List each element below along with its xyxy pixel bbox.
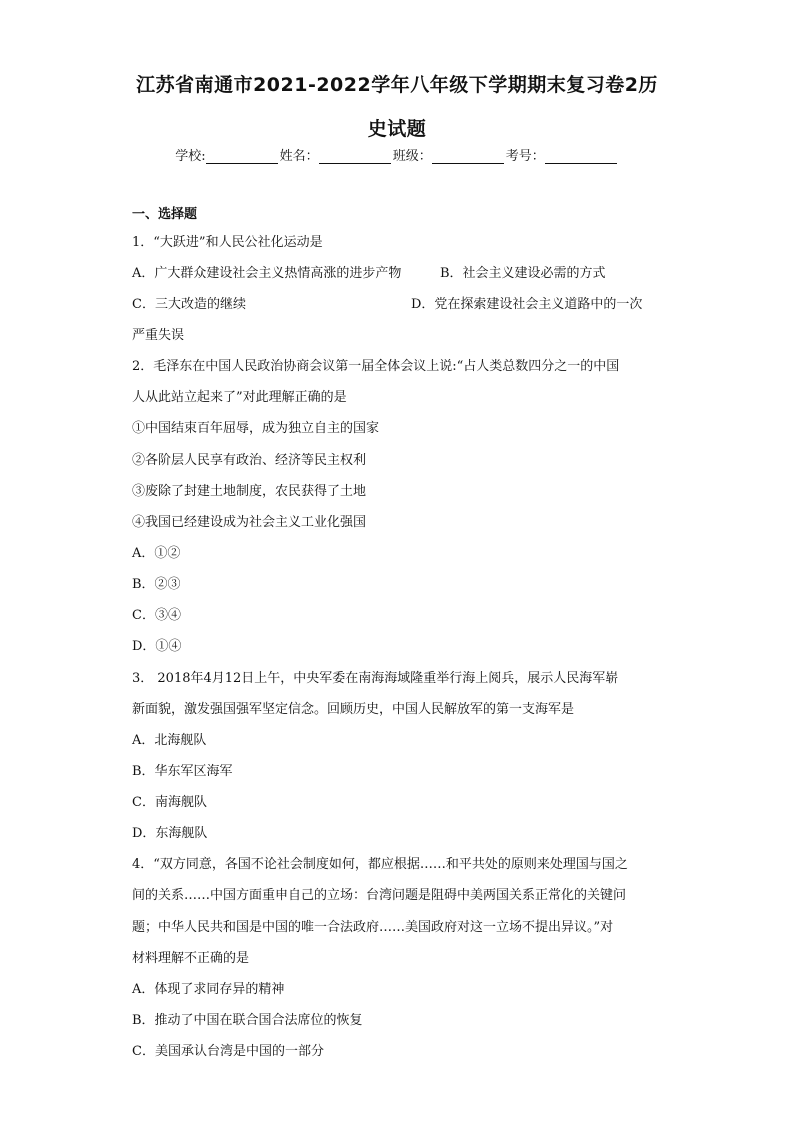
question-4-stem-line-1: 4．“双方同意，各国不论社会制度如何，都应根据……和平共处的原则来处理国与国之	[132, 857, 628, 872]
page-title-line-1: 江苏省南通市2021-2022学年八年级下学期期末复习卷2历	[136, 74, 658, 96]
question-3-stem-line-2: 新面貌，激发强国强军坚定信念。回顾历史，中国人民解放军的第一支海军是	[132, 702, 575, 717]
question-2-option-c: C．③④	[132, 608, 181, 623]
question-2-stem-line-2: 人从此站立起来了”对此理解正确的是	[132, 390, 347, 405]
question-2-option-d: D．①④	[132, 639, 182, 654]
school-field	[175, 145, 279, 164]
question-4-option-b: B．推动了中国在联合国合法席位的恢复	[132, 1013, 363, 1028]
name-label: 姓名：	[279, 149, 319, 164]
question-3-option-a: A．北海舰队	[132, 733, 207, 748]
question-2-statement-1: ①中国结束百年屈辱，成为独立自主的国家	[132, 421, 380, 436]
exam-number-field	[506, 145, 619, 164]
question-1-option-c: C．三大改造的继续	[132, 297, 246, 312]
class-field	[393, 145, 506, 164]
question-1-option-b: B．社会主义建设必需的方式	[440, 266, 606, 281]
question-4-option-c: C．美国承认台湾是中国的一部分	[132, 1044, 324, 1059]
question-3-stem-line-1: 3． 2018年4月12日上午，中央军委在南海海域隆重举行海上阅兵，展示人民海军崭	[132, 671, 619, 686]
school-label: 学校:	[175, 149, 206, 164]
school-blank[interactable]	[206, 149, 278, 164]
question-2-option-b: B．②③	[132, 577, 181, 592]
class-blank[interactable]	[432, 149, 504, 164]
name-blank[interactable]	[319, 149, 391, 164]
question-4-stem-line-2: 间的关系……中国方面重申自己的立场：台湾问题是阻碍中美两国关系正常化的关键问	[132, 888, 627, 903]
page-title-line-2: 史试题	[367, 118, 427, 140]
name-field	[280, 145, 393, 164]
question-1-option-d: D．党在探索建设社会主义道路中的一次	[411, 297, 643, 312]
question-3-option-b: B．华东军区海军	[132, 764, 233, 779]
class-label: 班级：	[392, 149, 432, 164]
section-title: 一、选择题	[132, 207, 198, 222]
exam-number-label: 考号：	[505, 149, 545, 164]
question-1-option-a: A．广大群众建设社会主义热情高涨的进步产物	[132, 266, 402, 281]
question-3-option-c: C．南海舰队	[132, 795, 207, 810]
exam-number-blank[interactable]	[545, 149, 617, 164]
student-info-row	[0, 145, 794, 164]
question-1-options-row-2	[132, 296, 692, 314]
question-2-statement-4: ④我国已经建设成为社会主义工业化强国	[132, 515, 367, 530]
question-2-statement-3: ③废除了封建土地制度，农民获得了土地	[132, 484, 367, 499]
question-1-options-row-1	[132, 265, 692, 283]
question-3-option-d: D．东海舰队	[132, 826, 208, 841]
question-4-option-a: A．体现了求同存异的精神	[132, 982, 285, 997]
question-2-statement-2: ②各阶层人民享有政治、经济等民主权利	[132, 453, 367, 468]
question-4-stem-line-4: 材料理解不正确的是	[132, 951, 250, 966]
question-2-stem-line-1: 2．毛泽东在中国人民政治协商会议第一届全体会议上说:“占人类总数四分之一的中国	[132, 359, 620, 374]
question-1-option-d-continued: 严重失误	[132, 328, 185, 343]
question-1-stem: 1．“大跃进”和人民公社化运动是	[132, 235, 323, 250]
question-4-stem-line-3: 题；中华人民共和国是中国的唯一合法政府……美国政府对这一立场不提出异议。”对	[132, 920, 614, 935]
question-2-option-a: A．①②	[132, 546, 181, 561]
